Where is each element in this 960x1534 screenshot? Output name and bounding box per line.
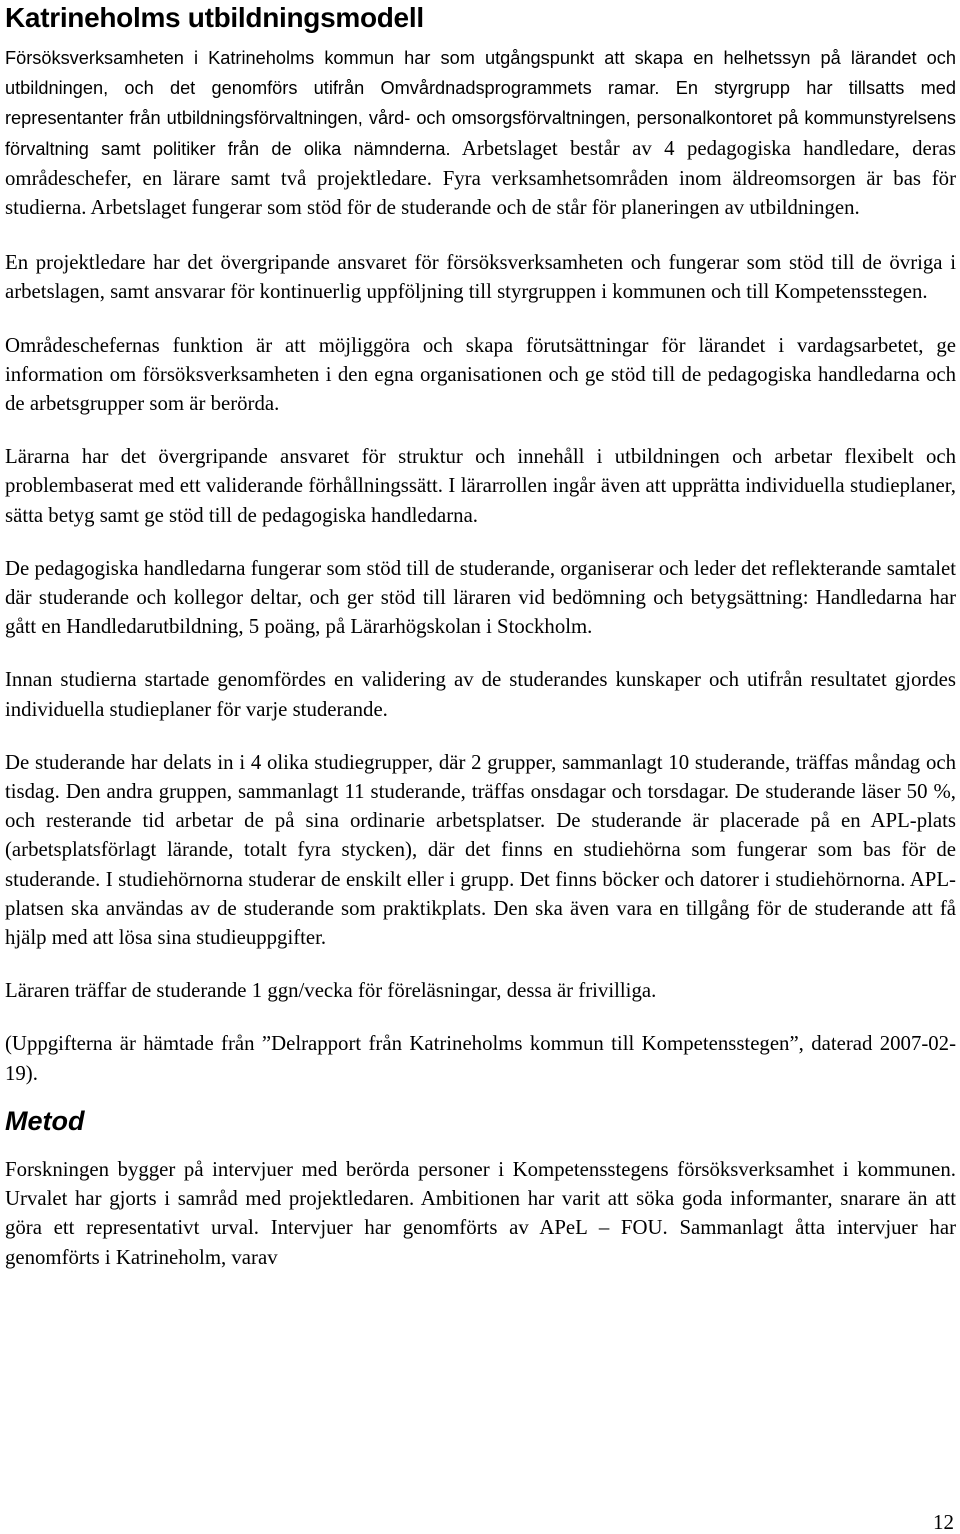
body-paragraph: Innan studierna startade genomfördes en validering av de studerandes kunskaper och utifrån resultatet gjordes individuella studieplaner för varje studerande. — [5, 668, 956, 721]
document-page — [5, 0, 956, 1272]
body-paragraph: (Uppgifterna är hämtade från ”Delrapport från Katrineholms kommun till Kompetensstegen”, daterad 2007-02-19). — [5, 1032, 956, 1085]
body-paragraph: De studerande har delats in i 4 olika studiegrupper, där 2 grupper, sammanlagt 10 studerande, träffas måndag och tisdag. Den andra gruppen, sammanlagt 11 studerande, träffas onsdagar och torsdagar. De studerande läser 50 %, och resterande tid arbetar de på sina ordinarie arbetsplatser. De studerande är placerade på en APL-plats (arbetsplatsförlagt lärande, totalt fyra stycken), där det finns en studiehörna som fungerar som bas för de studerande. I studiehörnorna studerar de enskilt eller i grupp. Det finns böcker och datorer i studiehörnorna. APL-platsen ska användas av de studerande som praktikplats. Den ska även vara en tillgång för de studerande att få hjälp med att lösa sina studieuppgifter. — [5, 750, 956, 950]
metod-paragraph: Forskningen bygger på intervjuer med berörda personer i Kompetensstegens försöksverksamhet i kommunen. Urvalet har gjorts i samråd med projektledaren. Ambitionen har varit att söka goda informanter, snarare än att göra ett representativt urval. Intervjuer har genomförts av APeL – FOU. Sammanlagt åtta intervjuer har genomförts i Katrineholm, varav — [5, 1157, 956, 1269]
body-paragraph: Lärarna har det övergripande ansvaret för struktur och innehåll i utbildningen och arbetar flexibelt och problembaserat med ett validerande förhållningssätt. I lärarrollen ingår även att upprätta individuella studieplaner, sätta betyg samt ge stöd till de pedagogiska handledarna. — [5, 445, 956, 527]
intro-paragraph — [5, 43, 956, 222]
metod-heading: Metod — [5, 1105, 85, 1136]
intro-serif-text: Arbetslaget består av 4 pedagogiska handledare, deras områdeschefer, en lärare samt två projektledare. Fyra verksamhetsområden inom äldreomsorgen är bas för studierna. Arbetslaget fungerar som stöd för de studerande och de står för planeringen av utbildningen. — [5, 136, 957, 220]
body-paragraph: En projektledare har det övergripande ansvaret för försöksverksamheten och fungerar som stöd till de övriga i arbetslagen, samt ansvarar för kontinuerlig uppföljning till styrgruppen i kommunen och till Kompetensstegen. — [5, 251, 956, 304]
body-paragraph: Områdeschefernas funktion är att möjliggöra och skapa förutsättningar för lärandet i vardagsarbetet, ge information om försöksverksamheten i den egna organisationen och ge stöd till de pedagogiska handledarna och de arbetsgrupper som är berörda. — [5, 333, 956, 416]
body-paragraph: De pedagogiska handledarna fungerar som stöd till de studerande, organiserar och leder det reflekterande samtalet där studerande och kollegor deltar, och ger stöd till läraren vid bedömning och betygsättning: Handledarna har gått en Handledarutbildning, 5 poäng, på Lärarhögskolan i Stockholm. — [5, 556, 956, 639]
section-heading: Katrineholms utbildningsmodell — [5, 2, 424, 33]
page-number: 12 — [933, 1510, 954, 1534]
body-paragraph: Läraren träffar de studerande 1 ggn/vecka för föreläsningar, dessa är frivilliga. — [5, 979, 657, 1003]
intro-sans-text: Försöksverksamheten i Katrineholms kommun har som utgångspunkt att skapa en helhetssyn på lärandet och utbildningen, och det genomförs utifrån Omvårdnadsprogrammets ramar. En styrgrupp har tillsatts med representanter från utbildningsförvaltningen, vård- och omsorgsförvaltningen, personalkontoret på kommunstyrelsens förvaltning samt politiker från de olika nämnderna. — [5, 48, 956, 159]
